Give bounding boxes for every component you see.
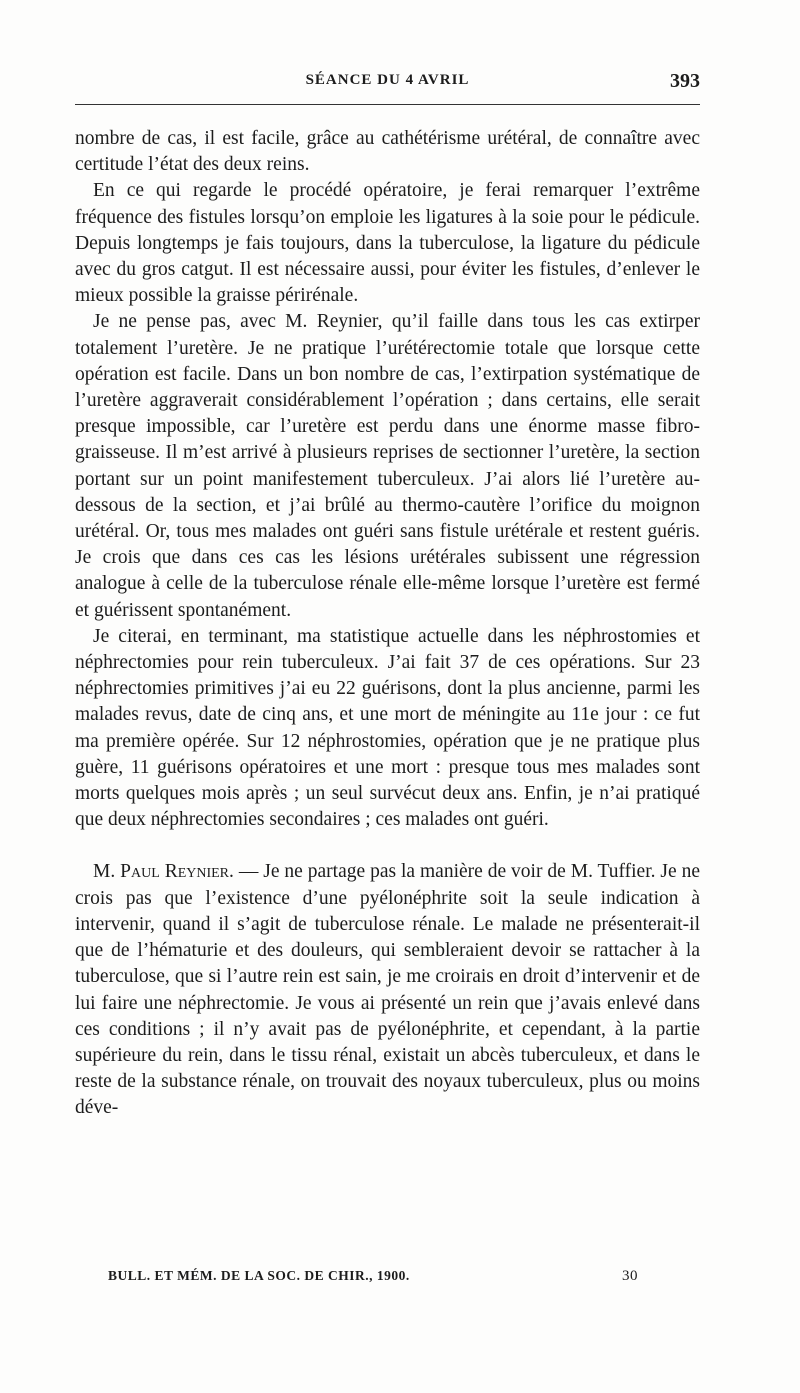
paragraph-1: nombre de cas, il est facile, grâce au cathétérisme urétéral, de connaître avec certitude l’état des deux reins. (75, 128, 700, 176)
footer-citation: BULL. ET MÉM. DE LA SOC. DE CHIR., 1900. (108, 1268, 410, 1283)
signature-mark: 30 (622, 1268, 638, 1284)
speaker-name: M. Paul Reynier. (93, 861, 234, 883)
paragraph-5-text: — Je ne partage pas la manière de voir de M. Tuffier. Je ne crois pas que l’existence d’une pyélonéphrite soit la seule indication à intervenir, quand il s’agit de tuberculose rénale. Le malade ne présenterait-il que de l’hématurie et des douleurs, qui sembleraient devoir se rattacher à la tuberculose, que si l’autre rein est sain, je me croirais en droit d’intervenir et de lui faire une néphrectomie. Je vous ai présenté un rein que j’avais enlevé dans ces conditions ; il n’y avait pas de pyélonéphrite, et cependant, à la partie supérieure du rein, dans le tissu rénal, existait un abcès tuberculeux, et dans le reste de la substance rénale, on trouvait des noyaux tuberculeux, plus ou moins déve- (75, 861, 701, 1119)
paragraph-4: Je citerai, en terminant, ma statistique actuelle dans les néphrostomies et néphrectomies pour rein tuberculeux. J’ai fait 37 de ces opérations. Sur 23 néphrectomies primitives j’ai eu 22 guérisons, dont la plus ancienne, parmi les malades revus, date de cinq ans, et une mort de méningite au 11e jour : ce fut ma première opérée. Sur 12 néphrostomies, opération que je ne pratique plus guère, 11 guérisons opératoires et une mort : presque tous mes malades sont morts quelques mois après ; un seul survécut deux ans. Enfin, je n’ai pratiqué que deux néphrectomies secondaires ; ces malades ont guéri. (75, 625, 700, 831)
body-text (75, 126, 700, 1122)
page-header (75, 64, 700, 98)
page-footer (108, 1268, 638, 1290)
header-rule (75, 104, 700, 105)
paragraph-3: Je ne pense pas, avec M. Reynier, qu’il faille dans tous les cas extirper totalement l’uretère. Je ne pratique l’urétérectomie totale que lorsque cette opération est facile. Dans un bon nombre de cas, l’extirpation systématique de l’uretère aggraverait considérablement l’opération ; dans certains, elle serait presque impossible, car l’uretère est perdu dans une énorme masse fibro-graisseuse. Il m’est arrivé à plusieurs reprises de sectionner l’uretère, la section portant sur un point manifestement tuberculeux. J’ai alors lié l’uretère au-dessous de la section, et j’ai brûlé au thermo-cautère l’orifice du moignon urétéral. Or, tous mes malades ont guéri sans fistule urétérale et restent guéris. Je crois que dans ces cas les lésions urétérales subissent une régression analogue à celle de la tuberculose rénale elle-même lorsque l’uretère est fermé et guérissent spontanément. (75, 311, 700, 621)
running-title: SÉANCE DU 4 AVRIL (305, 72, 470, 88)
page-number: 393 (670, 70, 700, 92)
paragraph-2: En ce qui regarde le procédé opératoire, je ferai remarquer l’extrême fréquence des fistules lorsqu’on emploie les ligatures à la soie pour le pédicule. Depuis longtemps je fais toujours, dans la tuberculose, la ligature du pédicule avec du gros catgut. Il est nécessaire aussi, pour éviter les fistules, d’enlever le mieux possible la graisse périrénale. (75, 180, 700, 307)
paragraph-5 (75, 859, 700, 1121)
